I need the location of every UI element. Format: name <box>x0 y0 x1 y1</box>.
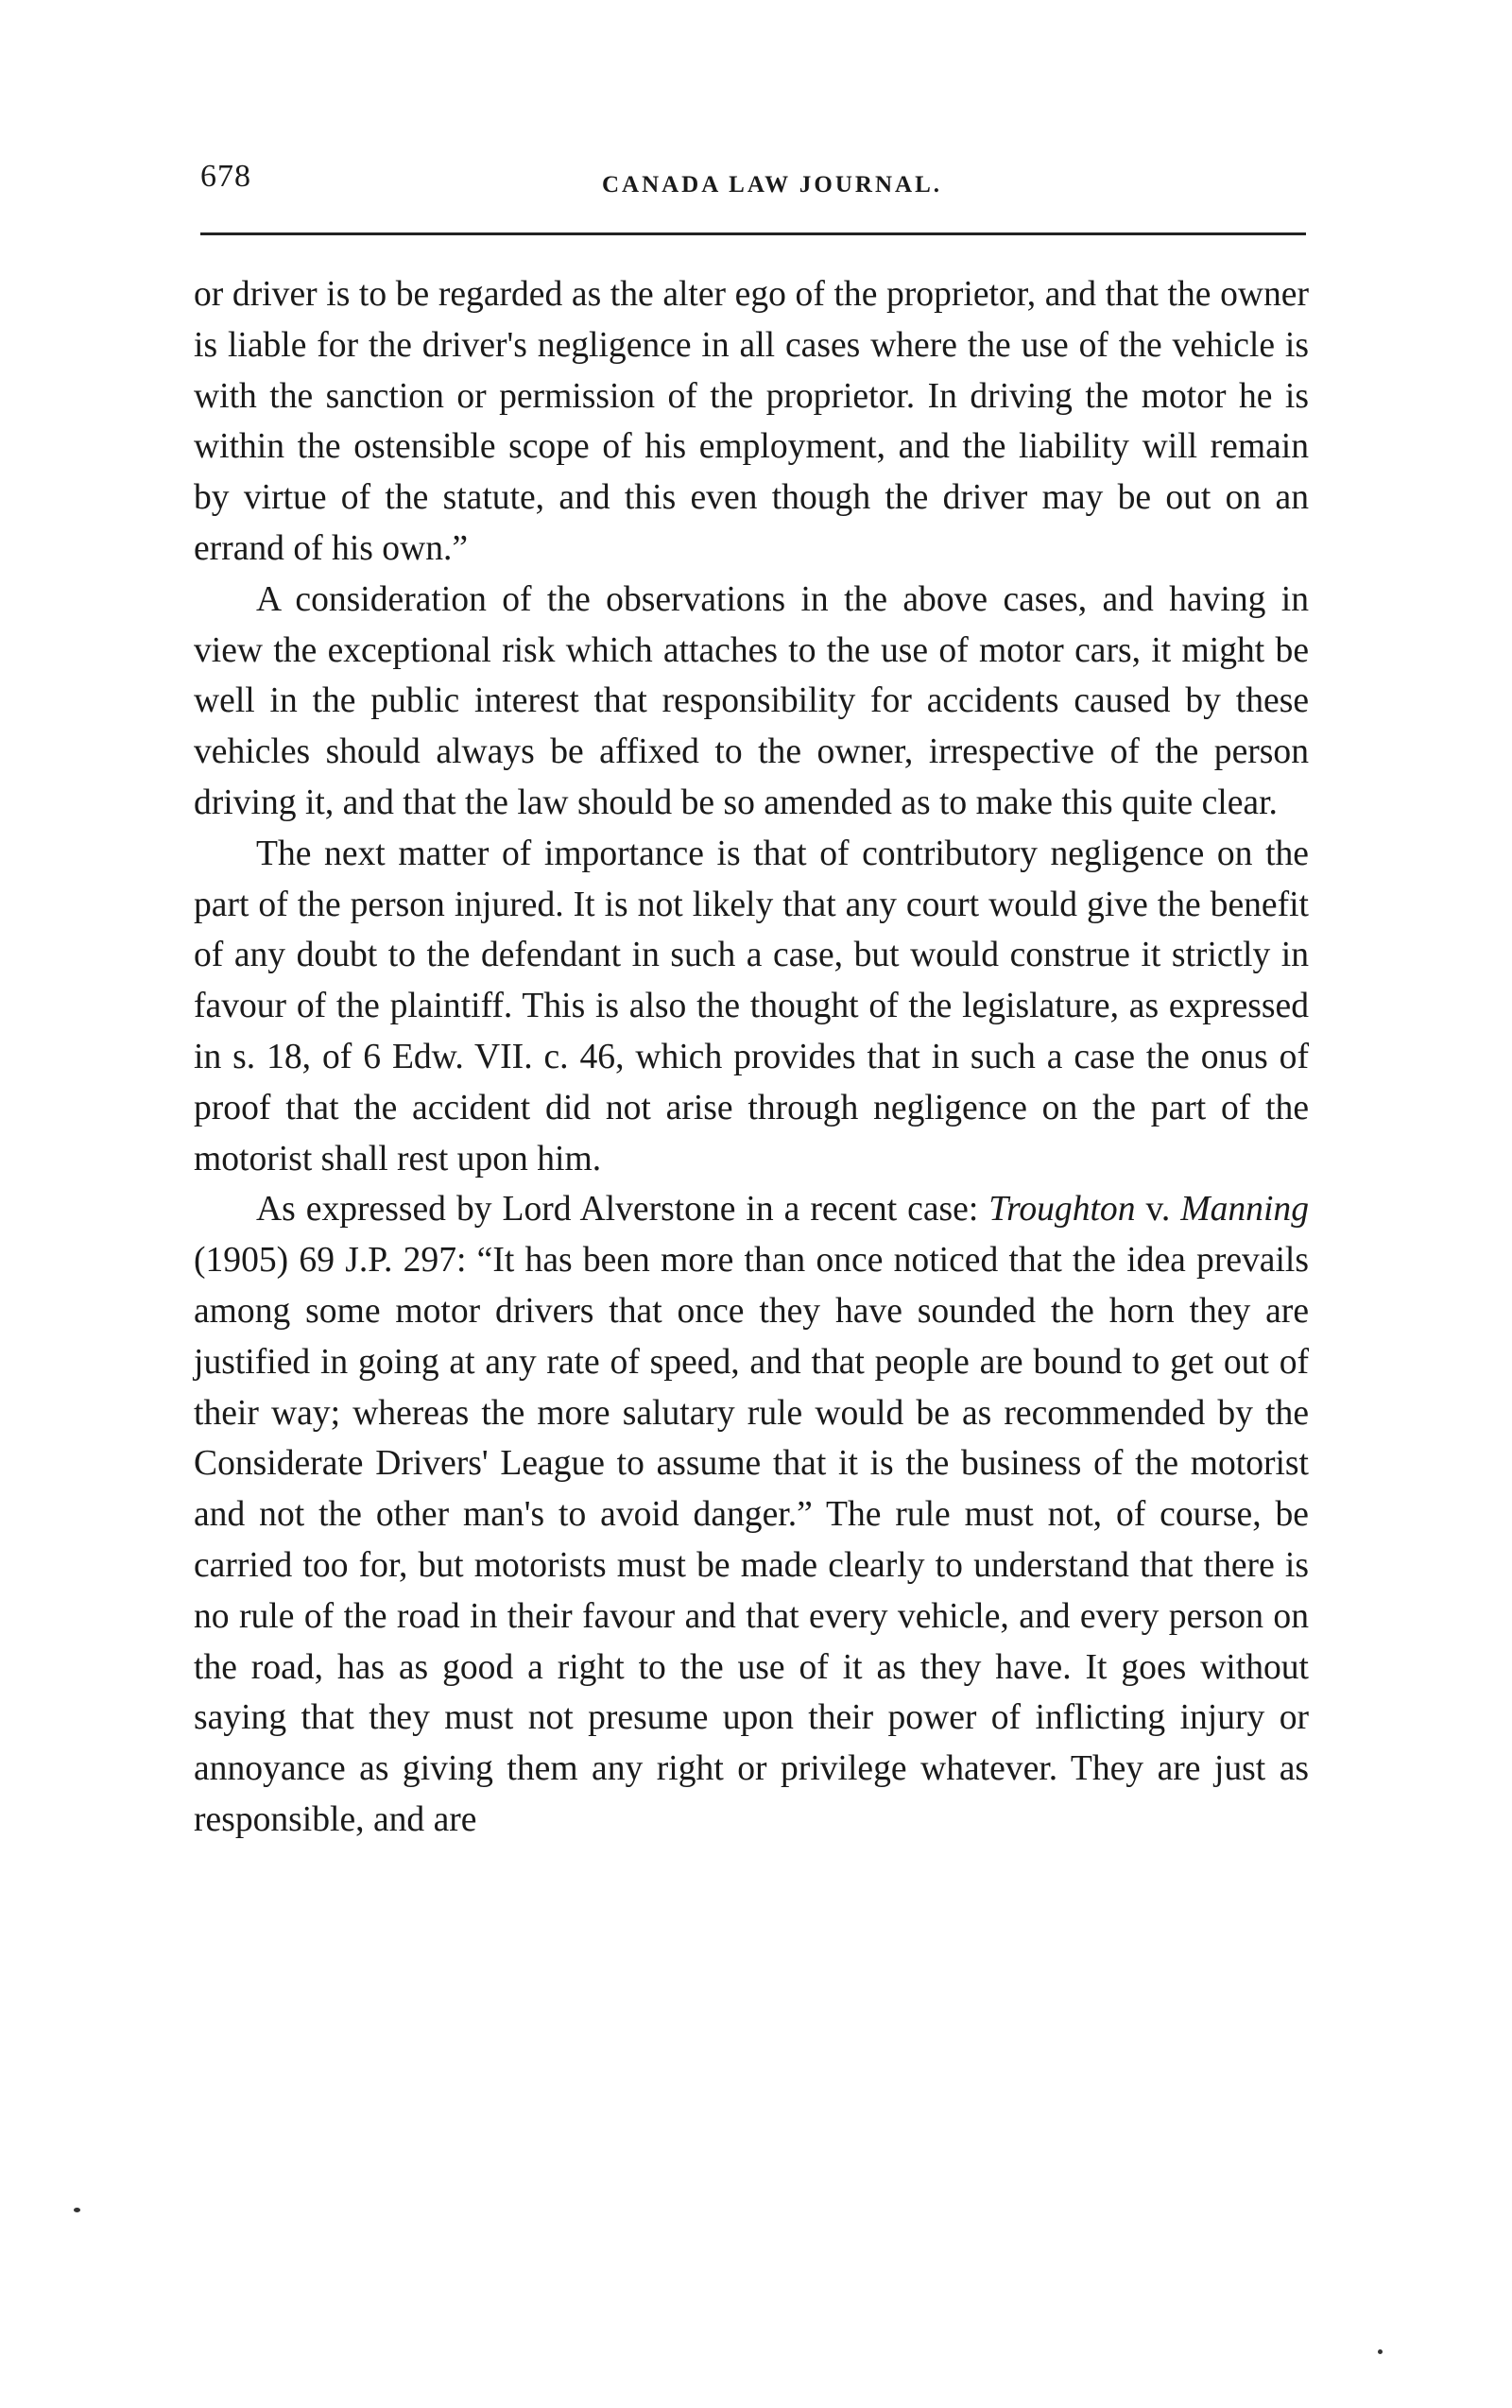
body-text <box>194 269 1309 1846</box>
header-rule <box>200 232 1306 235</box>
paragraph-2: A consideration of the observations in the above cases, and having in view the exceptional risk which attaches to the use of motor cars, it might be well in the public interest that responsibility for accidents caused by these vehicles should always be affixed to the owner, irrespective of the person driving it, and that the law should be so amended as to make this quite clear. <box>194 579 1309 822</box>
running-head: CANADA LAW JOURNAL. <box>601 172 943 198</box>
print-speck <box>74 2208 80 2212</box>
print-speck <box>1378 2349 1383 2354</box>
paragraph-4-intro: As expressed by Lord Alverstone in a recent case: <box>256 1190 989 1230</box>
paragraph-3: The next matter of importance is that of contributory negligence on the part of the person injured. It is not likely that any court would give the benefit of any doubt to the defendant in such a case, but would construe it strictly in favour of the plaintiff. This is also the thought of the legislature, as expressed in s. 18, of 6 Edw. VII. c. 46, which provides that in such a case the onus of proof that the accident did not arise through negligence on the part of the motorist shall rest upon him. <box>194 834 1309 1178</box>
case-versus: v. <box>1135 1190 1181 1230</box>
paragraph-4 <box>194 1184 1309 1845</box>
paragraph-4-text: (1905) 69 J.P. 297: “It has been more than once noticed that the idea prevails among some motor drivers that once they have sounded the horn they are justified in going at any rate of speed, and that people are bound to get out of their way; whereas the more salutary rule would be as recommended by the Considerate Drivers' League to assume that it is the business of the motorist and not the other man's to avoid danger.” The rule must not, of course, be carried too for, but motorists must be made clearly to understand that there is no rule of the road in their favour and that every vehicle, and every person on the road, has as good a right to the use of it as they have. It goes without saying that they must not presume upon their power of inflicting injury or annoyance as giving them any right or privilege whatever. They are just as responsible, and are <box>194 1241 1309 1839</box>
page-header <box>200 159 1306 215</box>
case-name-manning: Manning <box>1180 1190 1309 1230</box>
page-number: 678 <box>200 159 251 194</box>
paragraph-1: or driver is to be regarded as the alter ego of the proprietor, and that the owner is liable for the driver's negligence in all cases where the use of the vehicle is with the sanction or permission of the proprietor. In driving the motor he is within the ostensible scope of his employment, and the liability will remain by virtue of the statute, and this even though the driver may be out on an errand of his own.” <box>194 275 1309 568</box>
case-name-troughton: Troughton <box>988 1190 1136 1230</box>
